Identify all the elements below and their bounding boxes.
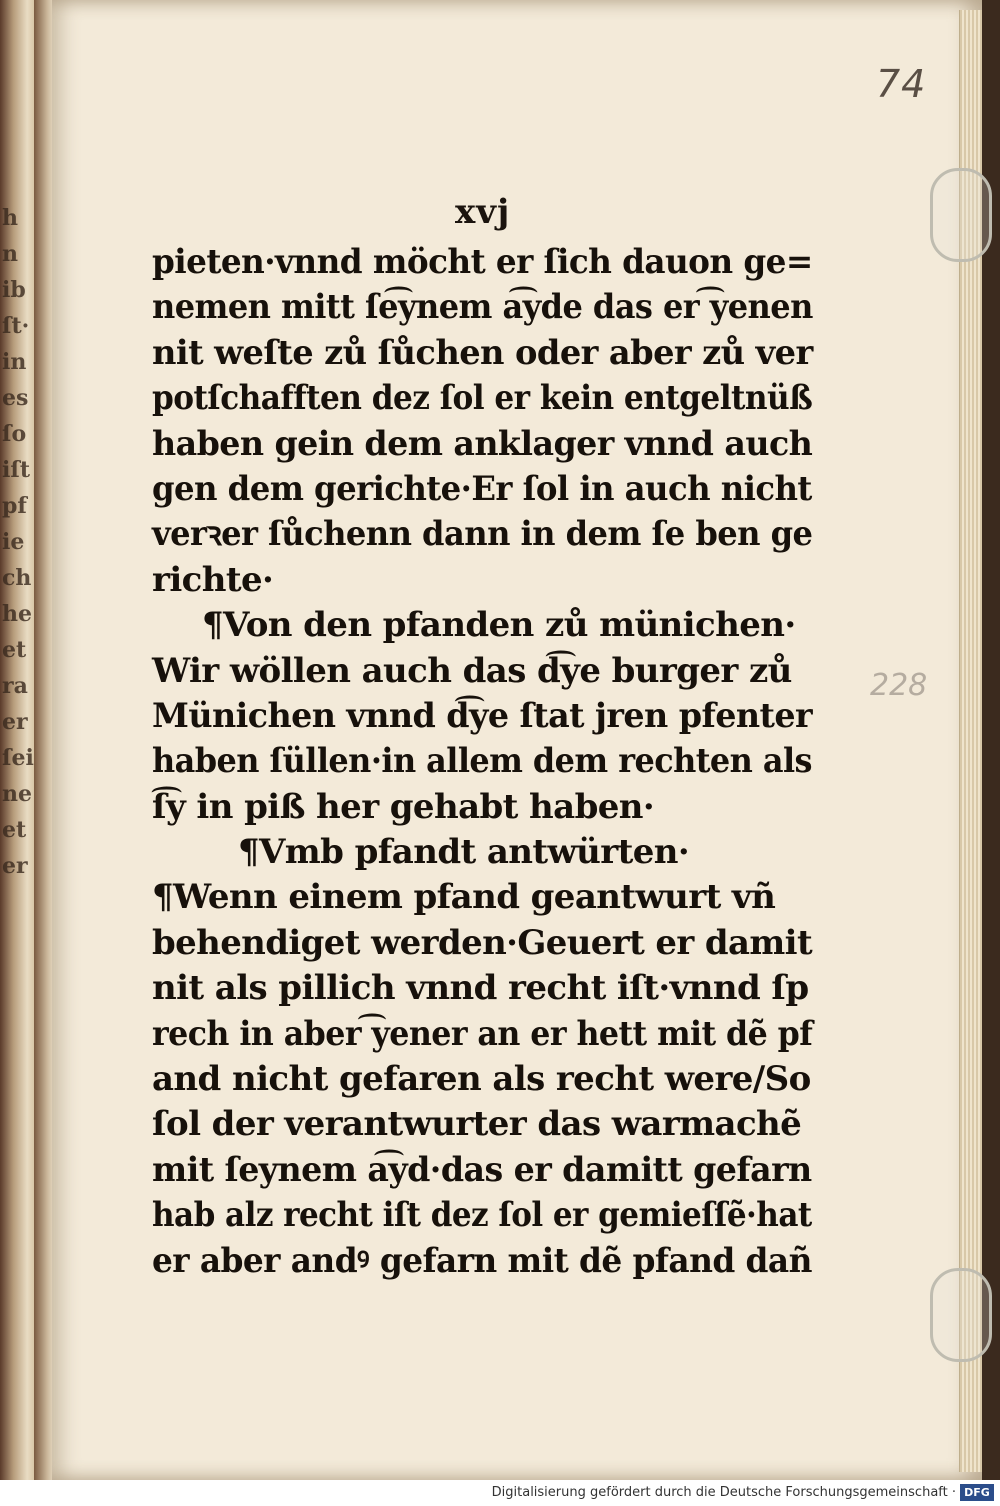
text-line: ¶Wenn einem pfand geantwurt vñ <box>152 877 776 918</box>
text-line: nit weſte zů ſůchen oder aber zů ver <box>152 332 813 373</box>
left-page-edge <box>0 0 34 1480</box>
text-line: and nicht gefaren als recht were/So <box>152 1059 811 1100</box>
text-line: er aber andꝰ gefarn mit dẽ pfand dañ <box>152 1240 812 1281</box>
text-line: haben ſüllen·in allem dem rechten als <box>152 741 812 782</box>
dfg-logo: DFG <box>960 1484 994 1501</box>
pencil-margin-note: 228 <box>870 668 928 703</box>
text-line: richte· <box>152 559 274 600</box>
funding-credit: Digitalisierung gefördert durch die Deutsche Forschungsgemeinschaft · <box>491 1485 956 1500</box>
text-line: hab alz recht iſt dez ſol er gemieſſẽ·hat <box>152 1195 812 1236</box>
text-line: Wir wöllen auch das d͡ye burger zů <box>152 650 792 691</box>
section-heading: ¶Von den pfanden zů münichen· <box>202 605 796 646</box>
text-line: verꝛer ſůchenn dann in dem ſe ben ge <box>152 514 813 555</box>
section-heading: ¶Vmb pfandt antwürten· <box>238 832 690 873</box>
paper-clip-bottom <box>930 1268 992 1362</box>
text-line: pieten·vnnd möcht er ſich dauon ge= <box>152 242 813 282</box>
printed-text-block <box>152 240 812 1284</box>
handwritten-folio-number: 74 <box>876 62 927 106</box>
text-line: ſol der verantwurter das warmachẽ <box>152 1104 802 1145</box>
left-page-fragments: h n ib ſt· in es ſo iſt pf ie ch he et ra er ſei ne et er <box>2 205 34 879</box>
text-line: potſchafften dez ſol er kein entgeltnüß <box>152 378 813 419</box>
text-line: nit als pillich vnnd recht iſt·vnnd ſp <box>152 968 809 1009</box>
text-line: mit ſeynem a͡yd·das er damitt gefarn <box>152 1149 812 1190</box>
text-line: rech in aber ͡yener an er hett mit dẽ pf <box>152 1013 813 1054</box>
text-line: ſ͡y in piß her gehabt haben· <box>152 786 655 827</box>
text-line: behendiget werden·Geuert er damit <box>152 922 813 963</box>
footer-credit-bar <box>0 1480 1000 1506</box>
text-line: haben gein dem anklager vnnd auch <box>152 423 813 464</box>
signature-mark: xvj <box>455 192 511 232</box>
text-line: Münichen vnnd d͡ye ſtat jren pfenter <box>152 695 812 736</box>
text-line: gen dem gerichte·Er ſol in auch nicht <box>152 468 812 509</box>
text-line: nemen mitt ſe͡ynem a͡yde das er ͡yenen <box>152 287 813 328</box>
paper-clip-top <box>930 168 992 262</box>
